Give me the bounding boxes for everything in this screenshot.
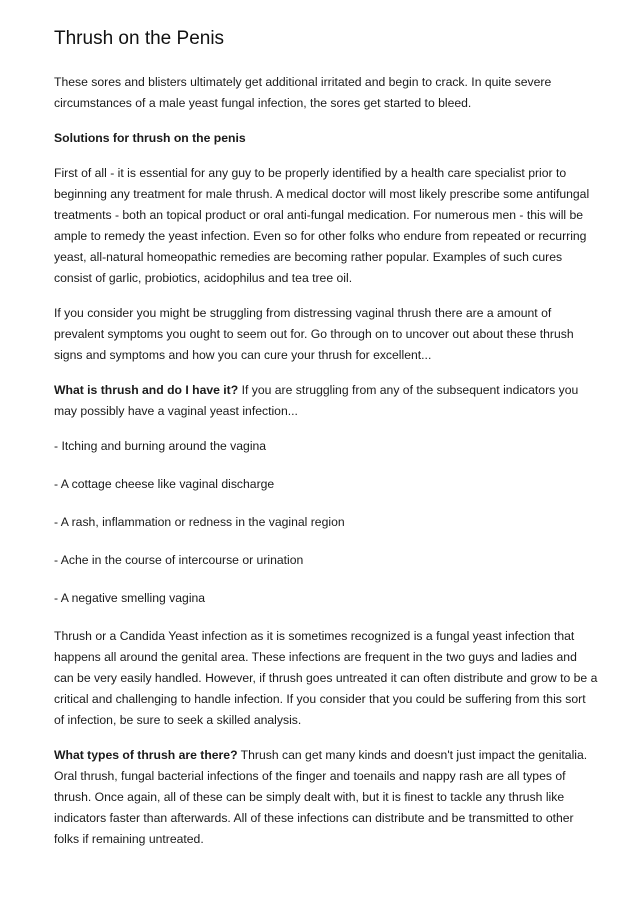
symptom-list-item: - A cottage cheese like vaginal discharge: [54, 477, 275, 491]
types-of-thrush-paragraph: [54, 745, 598, 850]
types-of-thrush-lead: What types of thrush are there?: [54, 748, 238, 762]
page-title: Thrush on the Penis: [54, 28, 225, 49]
symptom-list-item: - A negative smelling vagina: [54, 591, 206, 605]
symptom-list-item: - Itching and burning around the vagina: [54, 439, 267, 453]
symptoms-intro-paragraph: If you consider you might be struggling from distressing vaginal thrush there are a amount of prevalent symptoms you ought to seem out for. Go through on to uncover out about these thrush signs and symptoms and how you can cure your thrush for excellent...: [54, 306, 574, 362]
candida-paragraph: Thrush or a Candida Yeast infection as it is sometimes recognized is a fungal yeast infection that happens all around the genital area. These infections are frequent in the two guys and ladies and can be very easily handled. However, if thrush goes untreated it can often distribute and grow to be a critical and challenging to handle infection. If you consider that you could be suffering from this sort of infection, be sure to seek a skilled analysis.: [54, 629, 598, 727]
types-of-thrush-text: Thrush can get many kinds and doesn't just impact the genitalia. Oral thrush, fungal bacterial infections of the finger and toenails and nappy rash are all types of thrush. Once again, all of these can be simply dealt with, but it is finest to tackle any thrush like indicators faster than afterwards. All of these infections can distribute and be transmitted to other folks if remaining untreated.: [54, 748, 588, 846]
what-is-thrush-lead: What is thrush and do I have it?: [54, 383, 239, 397]
intro-paragraph: These sores and blisters ultimately get additional irritated and begin to crack. In quite severe circumstances of a male yeast fungal infection, the sores get started to bleed.: [54, 75, 552, 110]
what-is-thrush-paragraph: [54, 380, 598, 422]
solutions-paragraph: First of all - it is essential for any guy to be properly identified by a health care specialist prior to beginning any treatment for male thrush. A medical doctor will most likely prescribe some antifungal treatments - both an topical product or oral anti-fungal medication. For numerous men - this will be ample to remedy the yeast infection. Even so for other folks who endure from repeated or recurring yeast, all-natural homeopathic remedies are becoming rather popular. Examples of such cures consist of garlic, probiotics, acidophilus and tea tree oil.: [54, 166, 590, 285]
section-heading-solutions: Solutions for thrush on the penis: [54, 131, 246, 145]
symptom-list-item: - A rash, inflammation or redness in the vaginal region: [54, 515, 345, 529]
symptom-list-item: - Ache in the course of intercourse or urination: [54, 553, 304, 567]
what-is-thrush-text: If you are struggling from any of the subsequent indicators you may possibly have a vaginal yeast infection...: [54, 383, 579, 418]
